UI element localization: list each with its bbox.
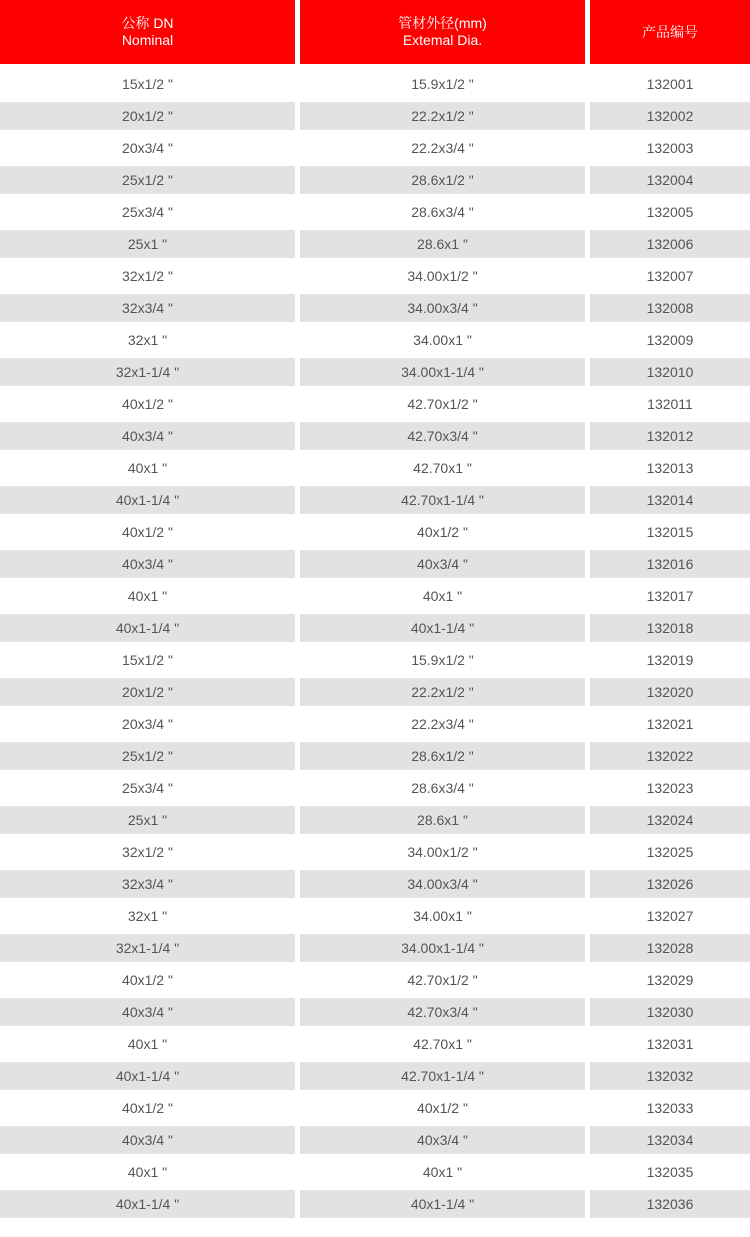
cell-product-code: 132008 — [590, 292, 750, 324]
cell-nominal: 40x3/4 " — [0, 420, 295, 452]
cell-product-code: 132009 — [590, 324, 750, 356]
cell-nominal: 32x1-1/4 " — [0, 356, 295, 388]
header-external-dia-en: Extemal Dia. — [402, 32, 483, 48]
cell-external-dia: 34.00x1-1/4 " — [300, 932, 585, 964]
cell-product-code: 132021 — [590, 708, 750, 740]
table-row — [0, 356, 750, 388]
cell-external-dia: 22.2x3/4 " — [300, 132, 585, 164]
cell-nominal: 15x1/2 " — [0, 68, 295, 100]
table-row — [0, 996, 750, 1028]
cell-external-dia: 40x1/2 " — [300, 516, 585, 548]
cell-product-code: 132029 — [590, 964, 750, 996]
cell-nominal: 40x1 " — [0, 1156, 295, 1188]
cell-external-dia: 34.00x1/2 " — [300, 260, 585, 292]
table-row — [0, 100, 750, 132]
header-row — [0, 0, 750, 68]
table-header — [0, 0, 750, 68]
cell-product-code: 132001 — [590, 68, 750, 100]
cell-nominal: 25x1/2 " — [0, 164, 295, 196]
header-nominal-cn: 公称 DN — [121, 15, 174, 31]
cell-nominal: 40x1-1/4 " — [0, 484, 295, 516]
cell-external-dia: 40x1/2 " — [300, 1092, 585, 1124]
cell-external-dia: 22.2x1/2 " — [300, 676, 585, 708]
table-row — [0, 644, 750, 676]
table-row — [0, 228, 750, 260]
table-row — [0, 164, 750, 196]
cell-product-code: 132018 — [590, 612, 750, 644]
cell-product-code: 132006 — [590, 228, 750, 260]
table-row — [0, 1188, 750, 1220]
cell-nominal: 20x3/4 " — [0, 708, 295, 740]
table-row — [0, 260, 750, 292]
cell-external-dia: 34.00x1 " — [300, 324, 585, 356]
cell-external-dia: 34.00x3/4 " — [300, 868, 585, 900]
table-row — [0, 1156, 750, 1188]
cell-product-code: 132027 — [590, 900, 750, 932]
table-row — [0, 388, 750, 420]
cell-nominal: 40x1/2 " — [0, 964, 295, 996]
cell-product-code: 132026 — [590, 868, 750, 900]
cell-nominal: 40x1/2 " — [0, 1092, 295, 1124]
cell-product-code: 132015 — [590, 516, 750, 548]
cell-nominal: 40x1-1/4 " — [0, 1188, 295, 1220]
cell-product-code: 132019 — [590, 644, 750, 676]
header-product-code-cn: 产品编号 — [642, 23, 698, 40]
table-row — [0, 868, 750, 900]
table-row — [0, 612, 750, 644]
table-row — [0, 292, 750, 324]
table-row — [0, 1028, 750, 1060]
cell-nominal: 25x3/4 " — [0, 772, 295, 804]
cell-external-dia: 34.00x1/2 " — [300, 836, 585, 868]
cell-nominal: 25x1 " — [0, 804, 295, 836]
cell-external-dia: 42.70x1 " — [300, 1028, 585, 1060]
cell-nominal: 40x3/4 " — [0, 996, 295, 1028]
cell-nominal: 40x1-1/4 " — [0, 1060, 295, 1092]
cell-product-code: 132034 — [590, 1124, 750, 1156]
cell-nominal: 40x1 " — [0, 1028, 295, 1060]
cell-external-dia: 34.00x1 " — [300, 900, 585, 932]
cell-external-dia: 42.70x1 " — [300, 452, 585, 484]
table-row — [0, 740, 750, 772]
table-row — [0, 1092, 750, 1124]
header-product-code — [590, 0, 750, 68]
cell-nominal: 15x1/2 " — [0, 644, 295, 676]
cell-external-dia: 28.6x3/4 " — [300, 196, 585, 228]
table-row — [0, 964, 750, 996]
cell-nominal: 40x1-1/4 " — [0, 612, 295, 644]
cell-product-code: 132003 — [590, 132, 750, 164]
table-row — [0, 836, 750, 868]
cell-product-code: 132031 — [590, 1028, 750, 1060]
cell-external-dia: 28.6x1/2 " — [300, 164, 585, 196]
cell-product-code: 132025 — [590, 836, 750, 868]
cell-product-code: 132032 — [590, 1060, 750, 1092]
cell-product-code: 132024 — [590, 804, 750, 836]
cell-nominal: 32x1/2 " — [0, 836, 295, 868]
cell-external-dia: 40x1-1/4 " — [300, 612, 585, 644]
cell-nominal: 40x1 " — [0, 452, 295, 484]
cell-nominal: 40x3/4 " — [0, 548, 295, 580]
cell-nominal: 32x3/4 " — [0, 292, 295, 324]
cell-external-dia: 40x3/4 " — [300, 548, 585, 580]
cell-nominal: 20x1/2 " — [0, 676, 295, 708]
cell-nominal: 32x1 " — [0, 324, 295, 356]
cell-nominal: 40x3/4 " — [0, 1124, 295, 1156]
cell-product-code: 132036 — [590, 1188, 750, 1220]
cell-nominal: 20x3/4 " — [0, 132, 295, 164]
cell-nominal: 25x1/2 " — [0, 740, 295, 772]
cell-product-code: 132020 — [590, 676, 750, 708]
table-row — [0, 932, 750, 964]
cell-external-dia: 40x1-1/4 " — [300, 1188, 585, 1220]
cell-external-dia: 34.00x3/4 " — [300, 292, 585, 324]
cell-external-dia: 22.2x3/4 " — [300, 708, 585, 740]
table-row — [0, 324, 750, 356]
table-row — [0, 68, 750, 100]
table-row — [0, 804, 750, 836]
cell-external-dia: 42.70x3/4 " — [300, 420, 585, 452]
cell-product-code: 132022 — [590, 740, 750, 772]
cell-nominal: 32x1/2 " — [0, 260, 295, 292]
cell-external-dia: 42.70x1-1/4 " — [300, 1060, 585, 1092]
cell-nominal: 40x1/2 " — [0, 388, 295, 420]
cell-nominal: 40x1/2 " — [0, 516, 295, 548]
cell-nominal: 20x1/2 " — [0, 100, 295, 132]
cell-external-dia: 15.9x1/2 " — [300, 644, 585, 676]
cell-external-dia: 28.6x3/4 " — [300, 772, 585, 804]
cell-product-code: 132012 — [590, 420, 750, 452]
cell-product-code: 132028 — [590, 932, 750, 964]
table-row — [0, 708, 750, 740]
cell-product-code: 132011 — [590, 388, 750, 420]
table-row — [0, 1124, 750, 1156]
cell-nominal: 25x3/4 " — [0, 196, 295, 228]
cell-nominal: 25x1 " — [0, 228, 295, 260]
header-external-dia-cn: 管材外径(mm) — [398, 15, 487, 31]
header-nominal — [0, 0, 295, 68]
cell-product-code: 132010 — [590, 356, 750, 388]
cell-product-code: 132033 — [590, 1092, 750, 1124]
cell-product-code: 132017 — [590, 580, 750, 612]
cell-product-code: 132030 — [590, 996, 750, 1028]
table-row — [0, 196, 750, 228]
cell-external-dia: 28.6x1 " — [300, 804, 585, 836]
cell-product-code: 132002 — [590, 100, 750, 132]
cell-external-dia: 40x1 " — [300, 580, 585, 612]
cell-product-code: 132004 — [590, 164, 750, 196]
table-row — [0, 452, 750, 484]
cell-external-dia: 42.70x1/2 " — [300, 388, 585, 420]
cell-product-code: 132014 — [590, 484, 750, 516]
cell-external-dia: 40x3/4 " — [300, 1124, 585, 1156]
cell-external-dia: 28.6x1/2 " — [300, 740, 585, 772]
cell-nominal: 40x1 " — [0, 580, 295, 612]
table-row — [0, 772, 750, 804]
header-external-dia — [300, 0, 585, 68]
cell-product-code: 132005 — [590, 196, 750, 228]
table-row — [0, 132, 750, 164]
cell-product-code: 132023 — [590, 772, 750, 804]
cell-external-dia: 22.2x1/2 " — [300, 100, 585, 132]
cell-external-dia: 15.9x1/2 " — [300, 68, 585, 100]
cell-product-code: 132016 — [590, 548, 750, 580]
cell-external-dia: 34.00x1-1/4 " — [300, 356, 585, 388]
table-row — [0, 580, 750, 612]
table-row — [0, 676, 750, 708]
cell-nominal: 32x1 " — [0, 900, 295, 932]
cell-external-dia: 42.70x1-1/4 " — [300, 484, 585, 516]
table-row — [0, 900, 750, 932]
cell-product-code: 132035 — [590, 1156, 750, 1188]
cell-external-dia: 42.70x1/2 " — [300, 964, 585, 996]
table-row — [0, 484, 750, 516]
table-row — [0, 516, 750, 548]
cell-nominal: 32x1-1/4 " — [0, 932, 295, 964]
header-nominal-en: Nominal — [121, 32, 174, 48]
cell-external-dia: 42.70x3/4 " — [300, 996, 585, 1028]
cell-product-code: 132007 — [590, 260, 750, 292]
cell-external-dia: 28.6x1 " — [300, 228, 585, 260]
table-body — [0, 68, 750, 1220]
table-row — [0, 420, 750, 452]
table-row — [0, 548, 750, 580]
cell-nominal: 32x3/4 " — [0, 868, 295, 900]
cell-external-dia: 40x1 " — [300, 1156, 585, 1188]
cell-product-code: 132013 — [590, 452, 750, 484]
table-row — [0, 1060, 750, 1092]
